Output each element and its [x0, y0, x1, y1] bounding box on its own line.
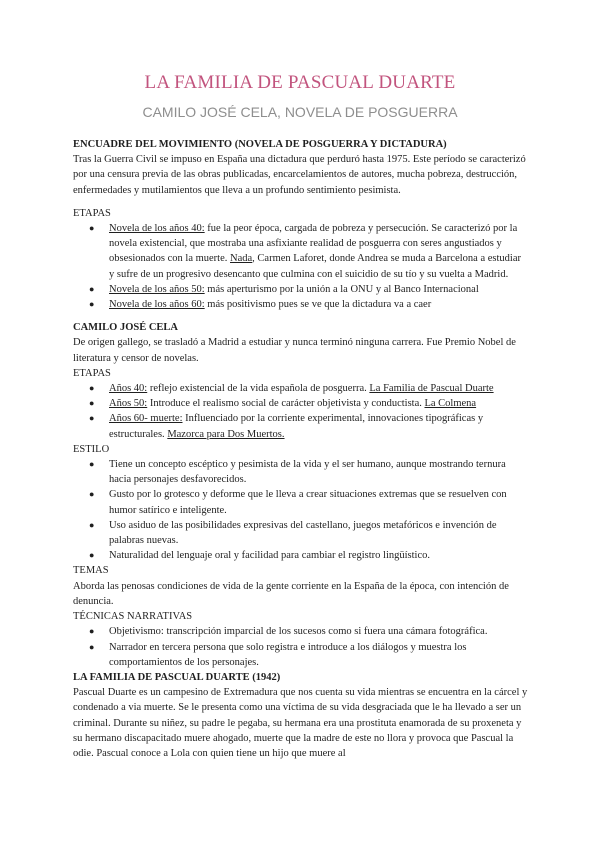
underlined-term: Novela de los años 40: — [109, 223, 205, 235]
list-item: ● Años 60- muerte: Influenciado por la corriente experimental, innovaciones tipográficas y estructurales. Mazorca para Dos Muertos. — [89, 413, 484, 440]
bullet-icon: ● — [89, 550, 95, 561]
bullet-icon: ● — [89, 519, 95, 530]
bullet-icon: ● — [89, 626, 95, 637]
bullet-icon: ● — [89, 398, 95, 409]
bullet-icon: ● — [89, 641, 95, 652]
book-title: La Familia de Pascual Duarte — [369, 383, 494, 395]
etapas-label: ETAPAS — [73, 207, 111, 219]
temas-label: TEMAS — [73, 565, 109, 577]
underlined-term: Novela de los años 60: — [109, 299, 205, 311]
list-item: ● Naturalidad del lenguaje oral y facilidad para cambiar el registro lingüístico. — [109, 548, 528, 563]
etapas-label: ETAPAS — [73, 367, 111, 379]
list-item: ● Novela de los años 40: fue la peor época, cargada de pobreza y persecución. Se caracterizó por la novela existencial, que mostraba una asfixiante realidad de posguerra con seres angustiados y obsesionados con la muerte. Nada, Carmen Laforet, donde Andrea se muda a Barcelona a estudiar y sufre de un progresivo desencanto que culmina con el suicidio de su tío y su vuelta a Madrid. — [89, 223, 521, 280]
bullet-icon: ● — [89, 283, 95, 294]
etapas-list — [73, 221, 528, 312]
section-text-cela: De origen gallego, se trasladó a Madrid a estudiar y nunca terminó ninguna carrera. Fue Premio Nobel de literatura y censor de novelas. — [73, 337, 516, 364]
bullet-icon: ● — [89, 413, 95, 424]
estilo-label: ESTILO — [73, 443, 110, 455]
list-item: ● Objetivismo: transcripción imparcial de los sucesos como si fuera una cámara fotográfica. — [109, 624, 528, 639]
section-heading-cela: CAMILO JOSÉ CELA — [73, 322, 179, 334]
bullet-icon: ● — [89, 459, 95, 470]
temas-text: Aborda las penosas condiciones de vida de la gente corriente en la España de la época, con intención de denuncia. — [73, 580, 509, 607]
document-body — [73, 137, 528, 761]
section-text-pascual-duarte: Pascual Duarte es un campesino de Extremadura que nos cuenta su vida mientras se encuentra en la cárcel y condenado a via muerte. Se le presenta como una víctima de su vida desgraciada que le ha llevado a ser un criminal. Durante su niñez, su padre le pegaba, su hermana era una prostituta enamorada de su proxeneta y su hermano discapacitado muere ahogado, muerte que la madre de este no llora y provoca que Pascual la odie. Pascual conoce a Lola con quien tiene un hijo que muere al — [73, 687, 528, 759]
section-heading-pascual-duarte: LA FAMILIA DE PASCUAL DUARTE (1942) — [73, 671, 281, 683]
bullet-icon: ● — [89, 489, 95, 500]
underlined-term: Años 40: — [109, 383, 148, 395]
section-text-movimiento: Tras la Guerra Civil se impuso en España una dictadura que perduró hasta 1975. Este período se caracterizó por una censura previa de las obras publicadas, encarcelamientos de autores, mucha pobreza, destrucción, enfermedades y mutilamientos que lleva a un profundo sentimiento pesimista. — [73, 154, 526, 196]
list-item: ● Años 40: reflejo existencial de la vida española de posguerra. La Familia de Pascual Duarte — [109, 381, 528, 396]
bullet-icon: ● — [89, 223, 95, 234]
bullet-icon: ● — [89, 383, 95, 394]
tecnicas-label: TÉCNICAS NARRATIVAS — [73, 611, 193, 623]
underlined-term: Años 50: — [109, 398, 148, 410]
list-item: ● Novela de los años 60: más positivismo pues se ve que la dictadura va a caer — [109, 297, 528, 312]
underlined-term: Novela de los años 50: — [109, 283, 205, 295]
list-item: ● Gusto por lo grotesco y deforme que le lleva a crear situaciones extremas que se resuelven con humor satírico e inteligente. — [89, 489, 507, 516]
list-item: ● Novela de los años 50: más aperturismo por la unión a la ONU y al Banco Internacional — [109, 282, 528, 297]
tecnicas-list — [73, 624, 528, 670]
bullet-icon: ● — [89, 299, 95, 310]
cela-etapas-list — [73, 381, 528, 442]
list-item: ● Años 50: Introduce el realismo social de carácter objetivista y conductista. La Colmena — [109, 396, 528, 411]
book-title: La Colmena — [424, 398, 477, 410]
list-item: ● Narrador en tercera persona que solo registra e introduce a los diálogos y muestra los comportamientos de los personajes. — [89, 641, 467, 668]
list-item: ● Uso asiduo de las posibilidades expresivas del castellano, juegos metafóricos e invención de palabras nuevas. — [89, 519, 497, 547]
section-heading-movimiento: ENCUADRE DEL MOVIMIENTO (NOVELA DE POSGUERRA Y DICTADURA) — [73, 139, 447, 150]
book-title: Mazorca para Dos Muertos. — [167, 428, 285, 440]
document-subtitle: CAMILO JOSÉ CELA, NOVELA DE POSGUERRA — [142, 104, 458, 120]
underlined-term: Años 60- muerte: — [109, 413, 183, 425]
list-item: ● Tiene un concepto escéptico y pesimista de la vida y el ser humano, aunque mostrando ternura hacia personajes desfavorecidos. — [89, 459, 506, 486]
book-title: Nada — [230, 253, 253, 265]
document-title: LA FAMILIA DE PASCUAL DUARTE — [144, 72, 456, 93]
estilo-list — [73, 457, 528, 563]
